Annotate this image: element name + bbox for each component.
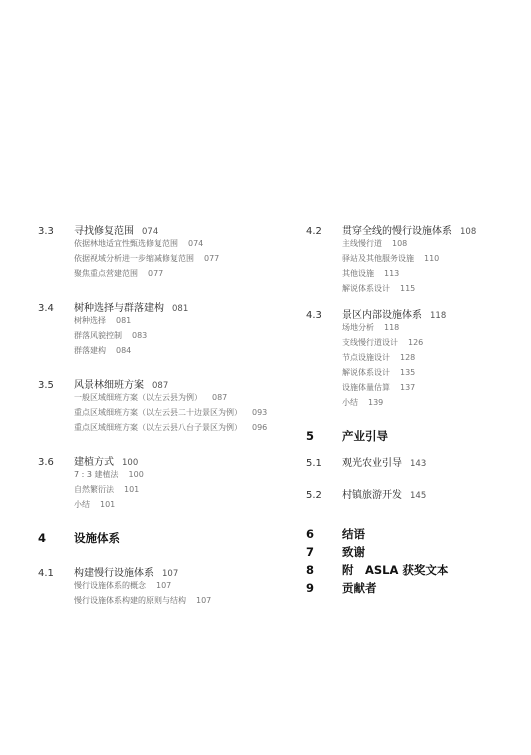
chapter-title: 贡献者 xyxy=(342,581,377,595)
toc-chapter-6[interactable] xyxy=(306,526,521,544)
toc-chapter-5[interactable] xyxy=(306,428,521,446)
subentry-page: 115 xyxy=(400,284,416,293)
subentry-title: 依据视域分析进一步缩减修复范围 xyxy=(74,254,194,263)
subentry-page: 074 xyxy=(188,239,204,248)
section-page: 100 xyxy=(122,458,139,468)
subentry-title: 节点设施设计 xyxy=(342,353,390,362)
subentry-page: 101 xyxy=(124,485,140,494)
chapter-number: 8 xyxy=(306,563,315,577)
subentry-title: 重点区域细班方案（以左云县二十边景区为例） xyxy=(74,408,242,417)
subentry-title: 慢行设施体系构建的原则与结构 xyxy=(74,596,186,605)
section-page: 107 xyxy=(162,569,179,579)
chapter-title: 致谢 xyxy=(342,545,365,559)
section-number: 5.2 xyxy=(306,490,322,501)
subentry-title: 场地分析 xyxy=(342,323,374,332)
subentry-title: 群落建构 xyxy=(74,346,106,355)
subentry-page: 108 xyxy=(392,239,408,248)
section-title: 寻找修复范围 xyxy=(74,226,134,237)
toc-subentry[interactable] xyxy=(306,367,521,382)
subentry-title: 自然繁衍法 xyxy=(74,485,114,494)
subentry-page: 110 xyxy=(424,254,440,263)
section-title: 景区内部设施体系 xyxy=(342,310,422,321)
chapter-title: 结语 xyxy=(342,527,365,541)
toc-subentry[interactable] xyxy=(306,253,521,268)
toc-chapter-7[interactable] xyxy=(306,544,521,562)
toc-section-4-2[interactable] xyxy=(306,222,521,238)
subentry-title: 解说体系设计 xyxy=(342,368,390,377)
subentry-title: 依据林地适宜性甄选修复范围 xyxy=(74,239,178,248)
section-title: 村镇旅游开发 xyxy=(342,490,402,501)
section-title: 观光农业引导 xyxy=(342,458,402,469)
subentry-page: 084 xyxy=(116,346,132,355)
chapter-number: 9 xyxy=(306,581,315,595)
toc-subentry[interactable] xyxy=(38,469,278,484)
subentry-page: 113 xyxy=(384,269,400,278)
subentry-title: 一般区域细班方案（以左云县为例） xyxy=(74,393,202,402)
toc-subentry[interactable] xyxy=(306,337,521,352)
toc-section-4-1[interactable] xyxy=(38,564,278,580)
subentry-page: 118 xyxy=(384,323,400,332)
toc-section-3-3[interactable] xyxy=(38,222,278,238)
subentry-title: 树种选择 xyxy=(74,316,106,325)
subentry-page: 126 xyxy=(408,338,424,347)
subentry-page: 101 xyxy=(100,500,116,509)
subentry-title: 驿站及其他服务设施 xyxy=(342,254,414,263)
section-number: 3.4 xyxy=(38,303,54,314)
subentry-page: 137 xyxy=(400,383,416,392)
section-number: 5.1 xyxy=(306,458,322,469)
section-title: 风景林细班方案 xyxy=(74,380,144,391)
subentry-title: 其他设施 xyxy=(342,269,374,278)
toc-subentry[interactable] xyxy=(38,407,278,422)
toc-subentry[interactable] xyxy=(306,283,521,298)
subentry-page: 083 xyxy=(132,331,148,340)
toc-subentry[interactable] xyxy=(38,484,278,499)
toc-chapter-8[interactable] xyxy=(306,562,521,580)
section-title: 建植方式 xyxy=(74,457,114,468)
toc-subentry[interactable] xyxy=(306,397,521,412)
chapter-number: 7 xyxy=(306,545,315,559)
section-page: 087 xyxy=(152,381,169,391)
toc-section-3-4[interactable] xyxy=(38,299,278,315)
chapter-title: 设施体系 xyxy=(74,531,120,545)
toc-subentry[interactable] xyxy=(38,253,278,268)
section-number: 4.1 xyxy=(38,568,54,579)
section-title: 构建慢行设施体系 xyxy=(74,568,154,579)
toc-subentry[interactable] xyxy=(38,330,278,345)
section-page: 145 xyxy=(410,491,427,501)
subentry-page: 093 xyxy=(252,408,268,417)
section-page: 074 xyxy=(142,227,159,237)
subentry-title: 群落风貌控制 xyxy=(74,331,122,340)
section-page: 081 xyxy=(172,304,189,314)
chapter-title: 产业引导 xyxy=(342,429,388,443)
subentry-title: 慢行设施体系的概念 xyxy=(74,581,146,590)
toc-section-5-1[interactable] xyxy=(306,454,521,470)
subentry-title: 小结 xyxy=(342,398,358,407)
subentry-page: 096 xyxy=(252,423,268,432)
toc-subentry[interactable] xyxy=(306,382,521,397)
subentry-title: 支线慢行道设计 xyxy=(342,338,398,347)
toc-left-column xyxy=(38,222,278,610)
toc-subentry[interactable] xyxy=(306,322,521,337)
section-title: 贯穿全线的慢行设施体系 xyxy=(342,226,452,237)
toc-subentry[interactable] xyxy=(306,238,521,253)
toc-section-3-6[interactable] xyxy=(38,453,278,469)
subentry-page: 107 xyxy=(196,596,212,605)
subentry-page: 128 xyxy=(400,353,416,362)
toc-subentry[interactable] xyxy=(38,422,278,437)
subentry-page: 107 xyxy=(156,581,172,590)
section-number: 4.2 xyxy=(306,226,322,237)
subentry-page: 139 xyxy=(368,398,384,407)
section-number: 4.3 xyxy=(306,310,322,321)
chapter-number: 4 xyxy=(38,531,47,545)
section-page: 143 xyxy=(410,459,427,469)
subentry-page: 077 xyxy=(204,254,220,263)
subentry-page: 100 xyxy=(128,470,144,479)
subentry-title: 小结 xyxy=(74,500,90,509)
toc-subentry[interactable] xyxy=(38,268,278,283)
toc-subentry[interactable] xyxy=(38,595,278,610)
toc-subentry[interactable] xyxy=(38,238,278,253)
subentry-page: 081 xyxy=(116,316,132,325)
toc-subentry[interactable] xyxy=(38,499,278,514)
section-number: 3.3 xyxy=(38,226,54,237)
subentry-title: 主线慢行道 xyxy=(342,239,382,248)
subentry-page: 135 xyxy=(400,368,416,377)
subentry-page: 087 xyxy=(212,393,228,402)
toc-subentry[interactable] xyxy=(306,352,521,367)
section-page: 118 xyxy=(430,311,447,321)
toc-chapter-4[interactable] xyxy=(38,530,278,548)
chapter-title: 附 ASLA 获奖文本 xyxy=(342,563,449,577)
section-page: 108 xyxy=(460,227,477,237)
chapter-number: 6 xyxy=(306,527,315,541)
section-number: 3.5 xyxy=(38,380,54,391)
subentry-title: 7 : 3 建植法 xyxy=(74,470,119,479)
toc-right-column xyxy=(306,222,521,598)
toc-chapter-9[interactable] xyxy=(306,580,521,598)
toc-section-4-3[interactable] xyxy=(306,306,521,322)
subentry-title: 聚焦重点营建范围 xyxy=(74,269,138,278)
chapter-number: 5 xyxy=(306,429,315,443)
subentry-title: 重点区域细班方案（以左云县八台子景区为例） xyxy=(74,423,242,432)
subentry-title: 解说体系设计 xyxy=(342,284,390,293)
subentry-title: 设施体量估算 xyxy=(342,383,390,392)
toc-subentry[interactable] xyxy=(38,580,278,595)
toc-subentry[interactable] xyxy=(38,315,278,330)
toc-section-5-2[interactable] xyxy=(306,486,521,502)
section-number: 3.6 xyxy=(38,457,54,468)
toc-subentry[interactable] xyxy=(38,392,278,407)
section-title: 树种选择与群落建构 xyxy=(74,303,164,314)
toc-subentry[interactable] xyxy=(306,268,521,283)
toc-section-3-5[interactable] xyxy=(38,376,278,392)
toc-subentry[interactable] xyxy=(38,345,278,360)
subentry-page: 077 xyxy=(148,269,164,278)
